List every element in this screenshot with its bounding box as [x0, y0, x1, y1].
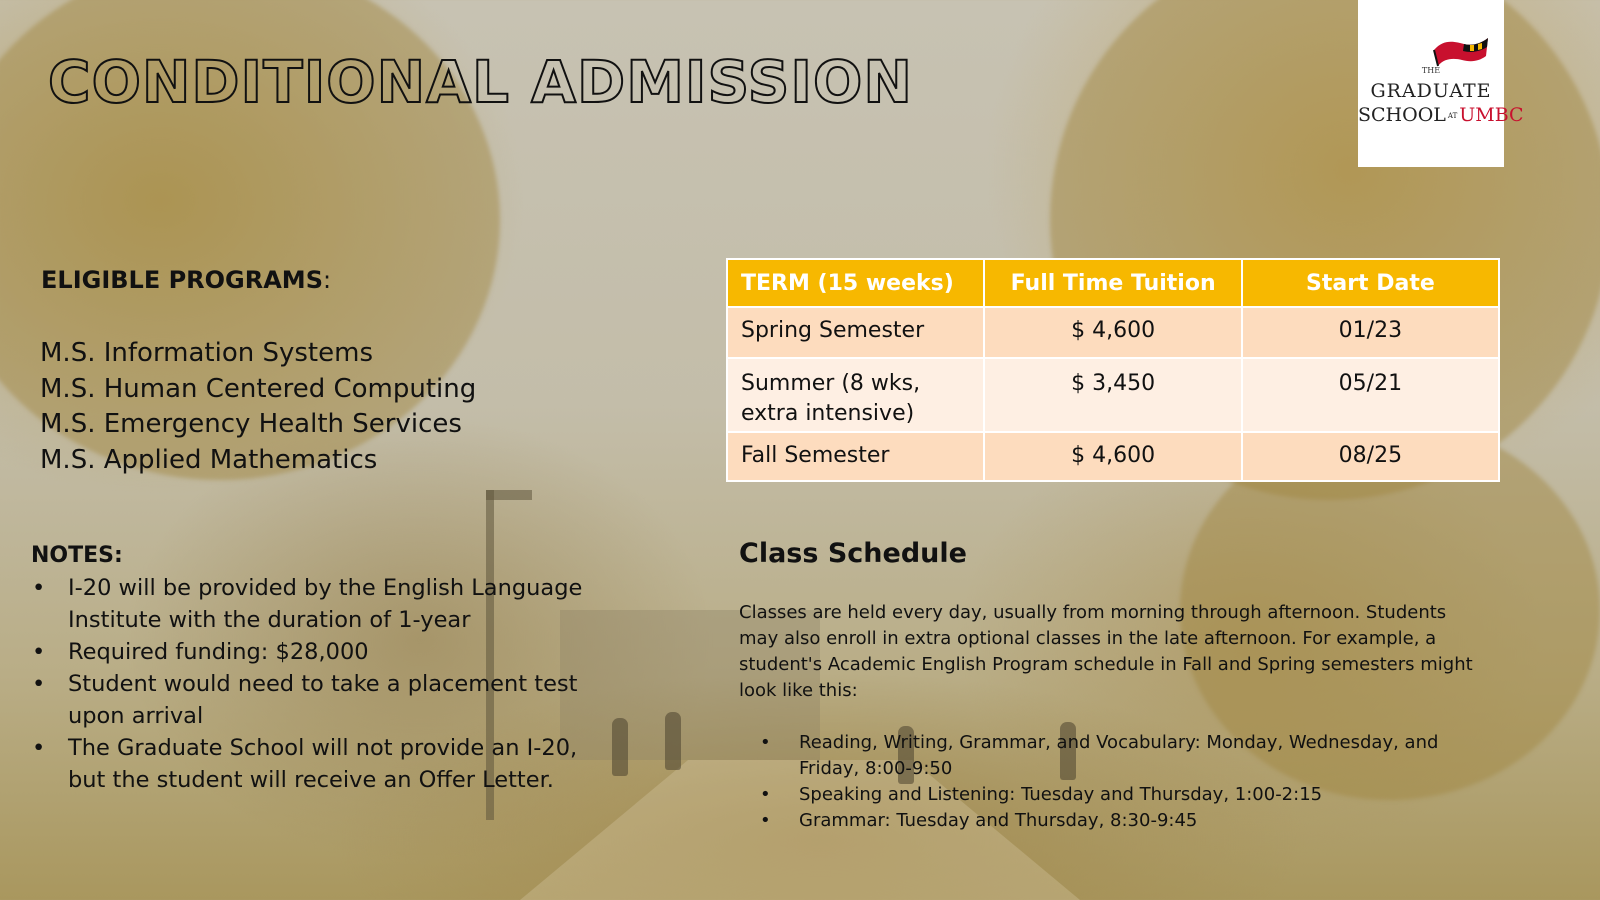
bullet-icon: • [32, 575, 46, 601]
program-list [40, 336, 476, 478]
cell-term: Summer (8 wks, extra intensive) [727, 358, 984, 432]
table-row [727, 307, 1499, 358]
table-row [727, 432, 1499, 481]
note-item [30, 572, 590, 636]
note-item [30, 636, 590, 668]
bullet-icon: • [32, 735, 46, 761]
table-row [727, 358, 1499, 432]
note-text: I-20 will be provided by the English Language Institute with the duration of 1-year [68, 575, 583, 633]
schedule-item [760, 782, 1490, 808]
note-item [30, 668, 590, 732]
cell-start-date: 01/23 [1242, 307, 1499, 358]
table-header-row [727, 259, 1499, 307]
note-text: Student would need to take a placement test upon arrival [68, 671, 578, 729]
cell-tuition: $ 4,600 [984, 432, 1241, 481]
cell-term: Spring Semester [727, 307, 984, 358]
bullet-icon: • [32, 671, 46, 697]
class-schedule-list [760, 730, 1490, 834]
cell-term: Fall Semester [727, 432, 984, 481]
schedule-item [760, 808, 1490, 834]
class-schedule-heading: Class Schedule [739, 538, 967, 569]
bullet-icon: • [32, 639, 46, 665]
logo-graduate: GRADUATE [1370, 80, 1492, 102]
cell-start-date: 08/25 [1242, 432, 1499, 481]
bullet-icon: • [760, 732, 771, 753]
page-title: CONDITIONAL ADMISSION [48, 48, 913, 116]
notes-list [30, 572, 590, 796]
program-item: M.S. Emergency Health Services [40, 409, 462, 439]
note-item [30, 732, 590, 796]
walking-person [665, 712, 681, 770]
program-item: M.S. Human Centered Computing [40, 373, 477, 404]
header-tuition: Full Time Tuition [984, 259, 1241, 307]
bullet-icon: • [760, 784, 771, 805]
schedule-item [760, 730, 1490, 782]
schedule-text: Grammar: Tuesday and Thursday, 8:30-9:45 [799, 810, 1198, 831]
class-schedule-intro: Classes are held every day, usually from morning through afternoon. Students may also enroll in extra optional classes in the late afternoon. For example, a student's Academic English Program schedule in Fall and Spring semesters might look like this: [739, 602, 1473, 701]
cell-start-date: 05/21 [1242, 358, 1499, 432]
program-item: M.S. Applied Mathematics [40, 444, 378, 475]
logo-school: SCHOOL [1358, 104, 1446, 126]
logo-umbc: UMBC [1459, 104, 1524, 126]
program-item: M.S. Information Systems [40, 338, 373, 368]
eligible-heading-colon: : [322, 266, 332, 294]
cell-tuition: $ 3,450 [984, 358, 1241, 432]
graduate-school-logo [1358, 0, 1524, 167]
header-start-date: Start Date [1242, 259, 1499, 307]
logo-school-line [1358, 104, 1524, 126]
tuition-table [726, 258, 1500, 482]
logo-at: AT [1447, 112, 1458, 120]
note-text: The Graduate School will not provide an I-20, but the student will receive an Offer Letter. [68, 735, 578, 793]
walking-person [612, 718, 628, 776]
eligible-heading-label: ELIGIBLE PROGRAMS [41, 266, 323, 294]
logo-the: THE [1421, 66, 1441, 75]
note-text: Required funding: $28,000 [68, 639, 369, 665]
lamp-head [486, 490, 532, 500]
eligible-programs-heading [41, 266, 331, 294]
schedule-text: Speaking and Listening: Tuesday and Thursday, 1:00-2:15 [799, 784, 1323, 805]
notes-heading: NOTES: [31, 543, 123, 568]
schedule-text: Reading, Writing, Grammar, and Vocabulary: Monday, Wednesday, and Friday, 8:00-9:50 [799, 732, 1439, 779]
header-term: TERM (15 weeks) [727, 259, 984, 307]
cell-tuition: $ 4,600 [984, 307, 1241, 358]
bullet-icon: • [760, 810, 771, 831]
